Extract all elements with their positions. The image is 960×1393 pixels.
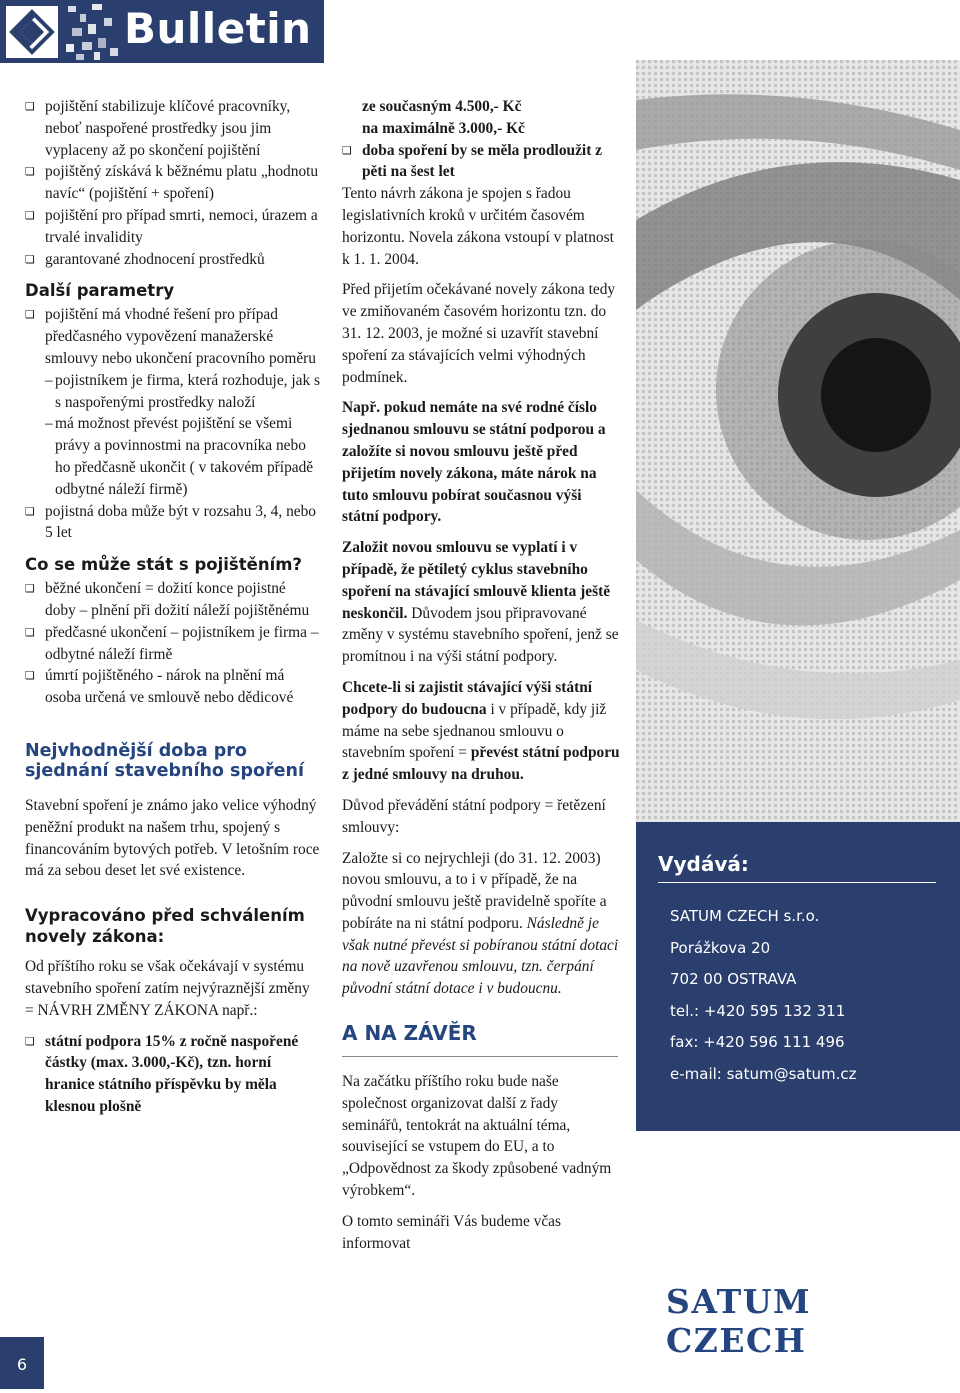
publisher-box [636, 822, 960, 1131]
list-item: ❑ běžné ukončení = dožití konce pojistné doby – plnění při dožití náleží pojištěnému [25, 578, 320, 622]
list-item-text: pojištění má vhodné řešení pro případ předčasného vypovězení manažerské smlouvy nebo ukončení pracovního poměru [45, 306, 316, 367]
heading-vypracovano: Vypracováno před schválením novely zákona: [25, 906, 305, 947]
dash-item [25, 370, 320, 414]
list-item: ❑ úmrtí pojištěného - nárok na plnění má osoba určená ve smlouvě nebo dědicové [25, 665, 320, 709]
paragraph-vypracovano: Od příštího roku se však očekávají v systému stavebního spoření zatím nejvýraznější změny = NÁVRH ZMĚNY ZÁKONA např.: [25, 958, 310, 1019]
list-item: ❑ pojištěný získává k běžnému platu „hodnotu navíc“ (pojištění + spoření) [25, 161, 320, 205]
dash-item [25, 413, 320, 500]
eye-image [636, 60, 960, 822]
divider [658, 882, 936, 883]
bold-text: Založit novou smlouvu se vyplatí i v případě, že pětiletý cyklus stavebního spoření na stávající smlouvě klienta ještě neskončil. [342, 539, 611, 622]
text: i v případě, kdy již máme na sebe sjednanou smlouvu o stavebním spoření = [342, 700, 607, 762]
outcomes-list [25, 578, 320, 709]
parameters-list [25, 304, 320, 369]
publisher-title: Vydává: [658, 852, 749, 876]
list-item [25, 304, 320, 369]
paragraph [342, 848, 622, 1001]
satum-diamond-logo-icon [6, 6, 58, 58]
pixel-pattern-decoration [64, 0, 124, 63]
list-item: ❑ pojištění pro případ smrti, nemoci, úrazem a trvalé invalidity [25, 205, 320, 249]
fax: fax: +420 596 111 496 [670, 1033, 845, 1052]
paragraph [342, 537, 622, 668]
list-item: ❑ pojistná doba může být v rozsahu 3, 4, nebo 5 let [25, 501, 320, 545]
bulletin-title: Bulletin [124, 4, 312, 53]
page-number: 6 [0, 1337, 44, 1389]
benefits-list [25, 96, 320, 270]
continued-text: ze současným 4.500,- Kč [362, 98, 522, 115]
dash-item-text: má možnost převést pojištění se všemi právy a povinnostmi na pracovníka nebo ho předčasně ukončit ( v takovém případě odbytné náleží firmě) [55, 415, 314, 498]
city-address: 702 00 OSTRAVA [670, 970, 797, 989]
continued-text: na maximálně 3.000,- Kč [362, 119, 525, 137]
publisher-contacts [670, 901, 857, 1091]
bold-text: převést státní podporu z jedné smlouvy na druhou. [342, 744, 620, 784]
heading-dalsi-parametry: Další parametry [25, 281, 175, 301]
satum-czech-logo: SATUM CZECH [666, 1282, 811, 1360]
text: Důvodem jsou připravované změny v systému stavebního spoření, jenž se promítnou i na výši státní podpory. [342, 604, 619, 666]
heading-a-na-zaver: A NA ZÁVĚR [342, 1020, 618, 1057]
left-column [25, 96, 320, 1118]
paragraph: Před přijetím očekávané novely zákona tedy ve zmiňovaném časovém horizontu tzn. do 31. 12. 2003, je možné si uzavřít stavební spoření za stávajících velmi výhodných podmínek. [342, 281, 616, 386]
heading-co-se-muze-stat: Co se může stát s pojištěním? [25, 555, 302, 575]
company-name: SATUM CZECH s.r.o. [670, 907, 820, 925]
changes-list-cont [342, 140, 622, 184]
bold-text: Chcete-li si zajistit stávající výši státní podpory do budoucna [342, 678, 593, 718]
paragraph: O tomto semináři Vás budeme včas informovat [342, 1212, 561, 1252]
paragraph: Tento návrh zákona je spojen s řadou legislativních kroků v určitém časovém horizontu. Novela zákona vstoupí v platnost k 1. 1. 2004. [342, 185, 614, 268]
changes-list [25, 1031, 320, 1118]
middle-column [342, 96, 622, 1254]
parameters-list-cont [25, 501, 320, 545]
paragraph-nejvhodnejsi: Stavební spoření je známo jako velice výhodný peněžní produkt na našem trhu, spojený s financováním bytových potřeb. V letošním roce má za sebou deset let své existence. [25, 796, 320, 880]
paragraph: Důvod převádění státní podpory = řetězení smlouvy: [342, 796, 606, 836]
paragraph-bold: Např. pokud nemáte na své rodné číslo sjednanou smlouvu se státní podporou a založíte si novou smlouvu ještě před přijetím novely zákona, máte nárok na tuto smlouvu pobírat současnou výši státní podpory. [342, 399, 606, 526]
dash-mark: – [45, 371, 53, 389]
list-item: ❑ státní podpora 15% z ročně naspořené částky (max. 3.000,-Kč), tzn. horní hranice státního příspěvku by měla klesnou plošně [25, 1031, 320, 1118]
street-address: Porážkova 20 [670, 938, 771, 957]
bulletin-header [0, 0, 324, 63]
phone: tel.: +420 595 132 311 [670, 1001, 846, 1020]
heading-nejvhodnejsi-doba: Nejvhodnější doba pro sjednání stavebního spoření [25, 740, 304, 781]
list-item: ❑ doba spoření by se měla prodloužit z pěti na šest let [342, 140, 622, 184]
text: Založte si co nejrychleji (do 31. 12. 2003) novou smlouvu, a to i v případě, že na původní smlouvu ještě pravidelně spoříte a pobíráte na ni státní podporu. [342, 849, 607, 932]
list-item: ❑ pojištění stabilizuje klíčové pracovníky, neboť naspořené prostředky jsou jim vyplaceny až po skončení pojištění [25, 96, 320, 161]
email: e-mail: satum@satum.cz [670, 1064, 857, 1083]
list-item: ❑ předčasné ukončení – pojistníkem je firma – odbytné náleží firmě [25, 622, 320, 666]
list-item: ❑ garantované zhodnocení prostředků [25, 249, 320, 271]
dash-item-text: pojistníkem je firma, která rozhoduje, jak s s naspořenými prostředky naloží [55, 371, 320, 411]
paragraph: Na začátku příštího roku bude naše společnost organizovat další z řady seminářů, tentokrát na aktuální téma, související se vstupem do EU, a to „Odpovědnost za škody způsobené vadným výrobkem“. [342, 1073, 612, 1200]
paragraph [342, 677, 622, 786]
dash-mark: – [45, 415, 53, 433]
italic-text: Následně je však nutné převést si pobíranou státní dotaci na nově uzavřenou smlouvu, tzn. čerpání původní státní dotace i v budoucnu. [342, 914, 619, 998]
